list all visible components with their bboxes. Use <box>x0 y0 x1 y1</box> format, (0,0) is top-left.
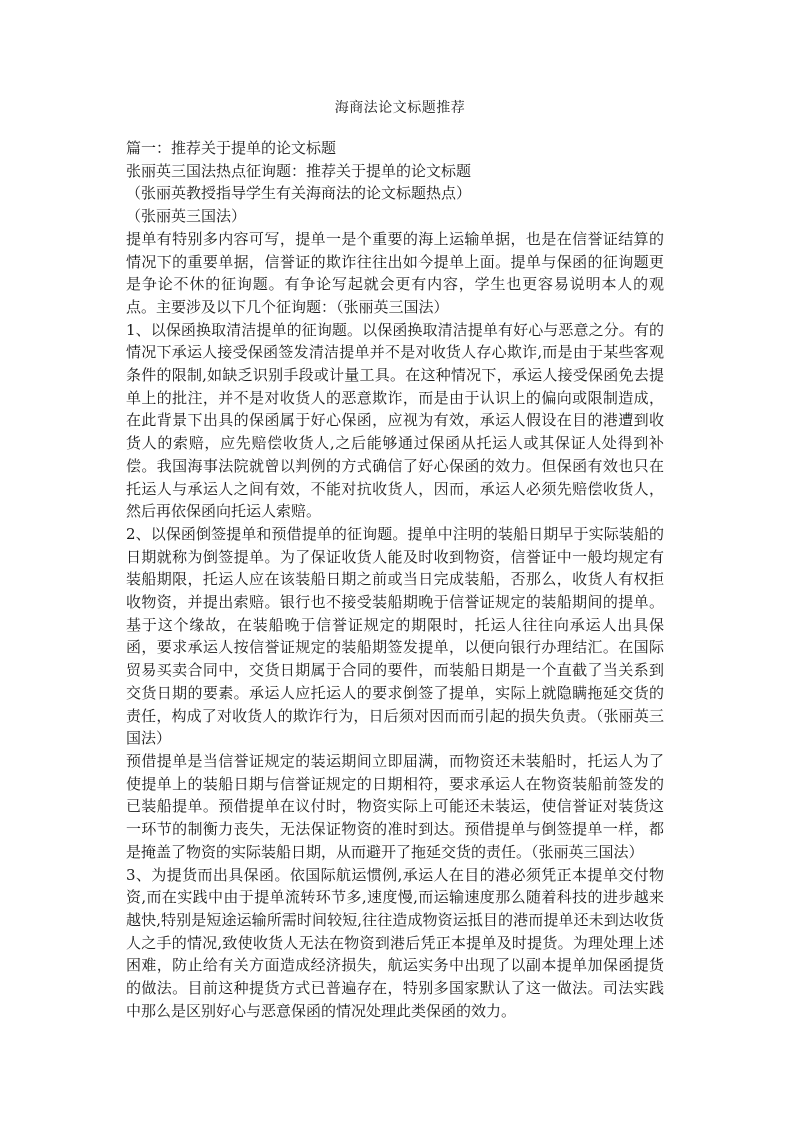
document-title: 海商法论文标题推荐 <box>334 100 466 116</box>
document-body <box>126 137 664 1022</box>
point-1-paragraph: 1、以保函换取清洁提单的征询题。以保函换取清洁提单有好心与恶意之分。有的情况下承运人接受保函签发清洁提单并不是对收货人存心欺诈,而是由于某些客观条件的限制,如缺乏识别手段或计量工具。在这种情况下，承运人接受保函免去提单上的批注，并不是对收货人的恶意欺诈，而是由于认识上的偏向或限制造成，在此背景下出具的保函属于好心保函，应视为有效，承运人假设在目的港遭到收货人的索赔，应先赔偿收货人,之后能够通过保函从托运人或其保证人处得到补偿。我国海事法院就曾以判例的方式确信了好心保函的效力。但保函有效也只在托运人与承运人之间有效，不能对抗收货人，因而，承运人必须先赔偿收货人，然后再依保函向托运人索赔。 <box>126 320 664 521</box>
point-2-continued-paragraph: 预借提单是当信誉证规定的装运期间立即届满，而物资还未装船时，托运人为了使提单上的装船日期与信誉证规定的日期相符，要求承运人在物资装船前签发的已装船提单。预借提单在议付时，物资实际上可能还未装运，使信誉证对装货这一环节的制衡力丧失，无法保证物资的准时到达。预借提单与倒签提单一样，都是掩盖了物资的实际装船日期，从而避开了拖延交货的责任。（张丽英三国法） <box>126 751 664 861</box>
section-heading: 篇一：推荐关于提单的论文标题 <box>126 139 337 157</box>
intro-paragraph: 提单有特别多内容可写，提单一是个重要的海上运输单据，也是在信誉证结算的情况下的重要单据，信誉证的欺诈往往出如今提单上面。提单与保函的征询题更是争论不休的征询题。有争论写起就会更有内容，学生也更容易说明本人的观点。主要涉及以下几个征询题：（张丽英三国法） <box>126 229 664 316</box>
author-note: （张丽英三国法） <box>126 207 247 226</box>
point-2-paragraph: 2、以保函倒签提单和预借提单的征询题。提单中注明的装船日期早于实际装船的日期就称为倒签提单。为了保证收货人能及时收到物资，信誉证中一般均规定有装船期限，托运人应在该装船日期之前或当日完成装船，否那么，收货人有权拒收物资，并提出索赔。银行也不接受装船期晚于信誉证规定的装船期间的提单。基于这个缘故，在装船晚于信誉证规定的期限时，托运人往往向承运人出具保函，要求承运人按信誉证规定的装船期签发提单，以便向银行办理结汇。在国际贸易买卖合同中，交货日期属于合同的要件，而装船日期是一个直截了当关系到交货日期的要素。承运人应托运人的要求倒签了提单，实际上就隐瞒拖延交货的责任，构成了对收货人的欺诈行为，日后须对因而而引起的损失负责。（张丽英三国法） <box>126 524 664 748</box>
subtitle-note: （张丽英教授指导学生有关海商法的论文标题热点） <box>126 184 472 203</box>
subtitle-line: 张丽英三国法热点征询题：推荐关于提单的论文标题 <box>126 161 472 180</box>
point-3-paragraph: 3、为提货而出具保函。依国际航运惯例,承运人在目的港必须凭正本提单交付物资,而在实践中由于提单流转环节多,速度慢,而运输速度那么随着科技的进步越来越快,特别是短途运输所需时间较短,往往造成物资运抵目的港而提单还未到达收货人之手的情况,致使收货人无法在物资到港后凭正本提单及时提货。为理处理上述困难，防止给有关方面造成经济损失，航运实务中出现了以副本提单加保函提货的做法。目前这种提货方式已普遍存在，特别多国家默认了这一做法。司法实践中那么是区别好心与恶意保函的情况处理此类保函的效力。 <box>126 865 664 1020</box>
